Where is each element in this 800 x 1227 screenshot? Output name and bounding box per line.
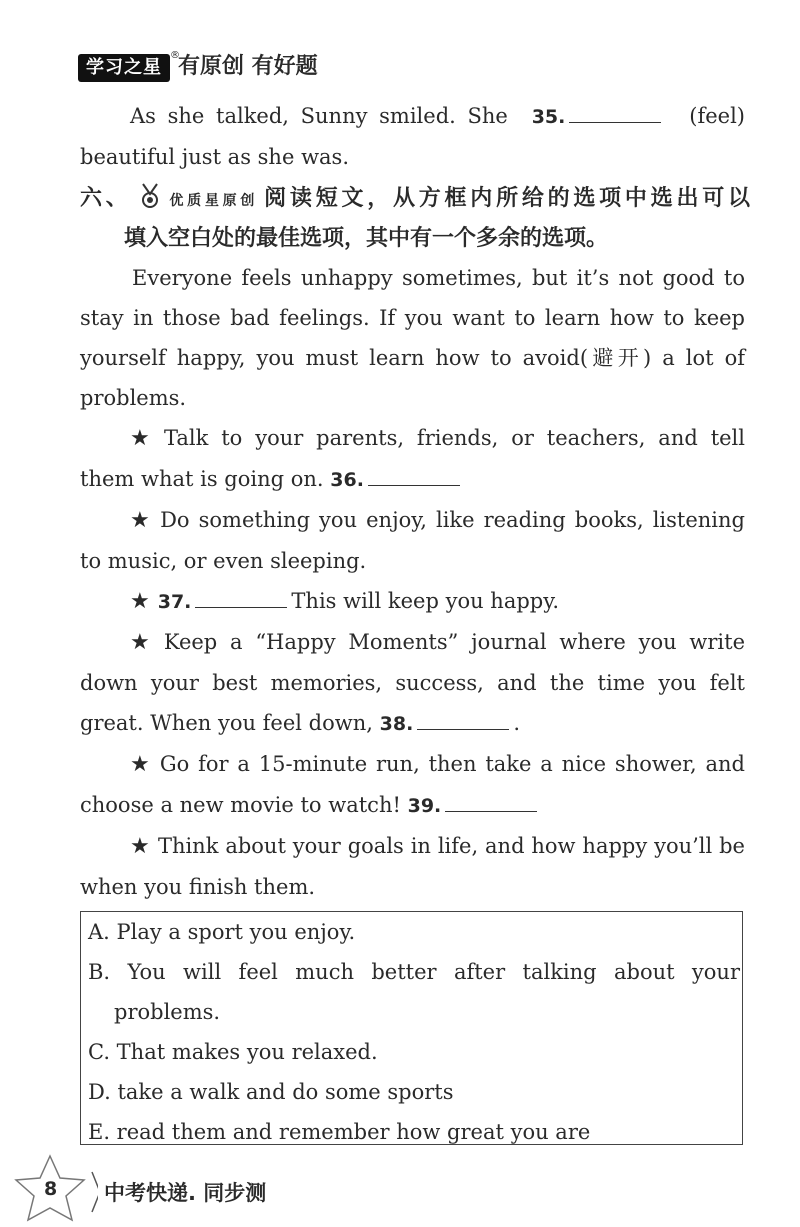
- tip-3: [80, 581, 745, 622]
- tip-4-line3: [80, 703, 745, 744]
- blank-35[interactable]: [569, 104, 661, 123]
- star-icon: ★: [130, 426, 156, 451]
- registered-mark: ®: [170, 50, 180, 61]
- star-icon: ★: [130, 508, 153, 533]
- star-icon: ★: [130, 589, 150, 614]
- passage-line: problems.: [80, 386, 187, 410]
- tip-5-line1: Go for a 15-minute run, then take a nice shower, and: [159, 752, 745, 776]
- question-36-number: 36.: [330, 469, 364, 491]
- question-37-number: 37.: [157, 591, 192, 613]
- footer-title: 中考快递. 同步测: [104, 1181, 267, 1205]
- option-b: B. You will feel much better after talking about your: [88, 960, 740, 984]
- blank-38[interactable]: [417, 711, 509, 730]
- tip-4: [80, 622, 745, 663]
- question-35-number: 35.: [531, 106, 566, 128]
- brand-logo: 学习之星: [78, 54, 170, 82]
- instruction-line2: 填入空白处的最佳选项，其中有一个多余的选项。: [124, 226, 609, 251]
- tip-2-line1: Do something you enjoy, like reading books, listening: [160, 508, 745, 532]
- option-d: D. take a walk and do some sports: [88, 1080, 454, 1104]
- tip-4-line2: down your best memories, success, and the time you felt: [80, 671, 745, 695]
- page-number: 8: [44, 1178, 58, 1200]
- tip-1-line2: [80, 459, 745, 500]
- section-number: 六、: [80, 186, 132, 211]
- passage-line: yourself happy, you must learn how to avoid(避开) a lot of: [80, 346, 745, 370]
- tip-1-text: them what is going on.: [80, 467, 324, 491]
- tip-4-text: great. When you feel down,: [80, 711, 373, 735]
- instruction-line1: 阅读短文，从方框内所给的选项中选出可以: [264, 186, 750, 211]
- header-tagline: 有原创 有好题: [178, 54, 318, 79]
- tip-6-line2: when you finish them.: [80, 875, 316, 899]
- option-e: E. read them and remember how great you are: [88, 1120, 591, 1144]
- passage-line: stay in those bad feelings. If you want to learn how to keep: [80, 306, 745, 330]
- tip-1-line1: Talk to your parents, friends, or teachers, and tell: [163, 426, 745, 450]
- tip-3-text: This will keep you happy.: [291, 589, 559, 613]
- option-a: A. Play a sport you enjoy.: [88, 920, 356, 944]
- tip-4-period: .: [513, 711, 520, 735]
- tip-6: [80, 826, 745, 867]
- question-39-number: 39.: [407, 795, 442, 817]
- passage-line: Everyone feels unhappy sometimes, but it’s not good to: [132, 266, 745, 290]
- prev-passage: [80, 96, 745, 177]
- blank-37[interactable]: [195, 589, 287, 608]
- blank-39[interactable]: [445, 793, 537, 812]
- tip-5: [80, 744, 745, 785]
- tip-2: [80, 500, 745, 541]
- tip-5-text: choose a new movie to watch!: [80, 793, 401, 817]
- star-icon: ★: [130, 752, 152, 777]
- tip-6-line1: Think about your goals in life, and how happy you’ll be: [157, 834, 745, 858]
- blank-36[interactable]: [368, 467, 460, 486]
- tip-4-line1: Keep a “Happy Moments” journal where you write: [163, 630, 745, 654]
- tip-5-line2: [80, 785, 745, 826]
- question-38-number: 38.: [379, 713, 414, 735]
- tip-1: [80, 418, 745, 459]
- prev-passage-line1: As she talked, Sunny smiled. She: [130, 104, 508, 128]
- medal-icon: [138, 183, 162, 209]
- star-icon: ★: [130, 834, 150, 859]
- section-heading: [80, 180, 750, 258]
- options-box: [80, 911, 743, 1145]
- feel-hint: (feel): [689, 104, 745, 128]
- option-c: C. That makes you relaxed.: [88, 1040, 378, 1064]
- prev-passage-line2: beautiful just as she was.: [80, 145, 350, 169]
- star-icon: ★: [130, 630, 156, 655]
- passage: [80, 258, 745, 907]
- option-b-cont: problems.: [114, 1000, 221, 1024]
- tip-2-line2: to music, or even sleeping.: [80, 549, 367, 573]
- question-35: [532, 96, 666, 137]
- original-tag: 优质星原创: [165, 193, 259, 209]
